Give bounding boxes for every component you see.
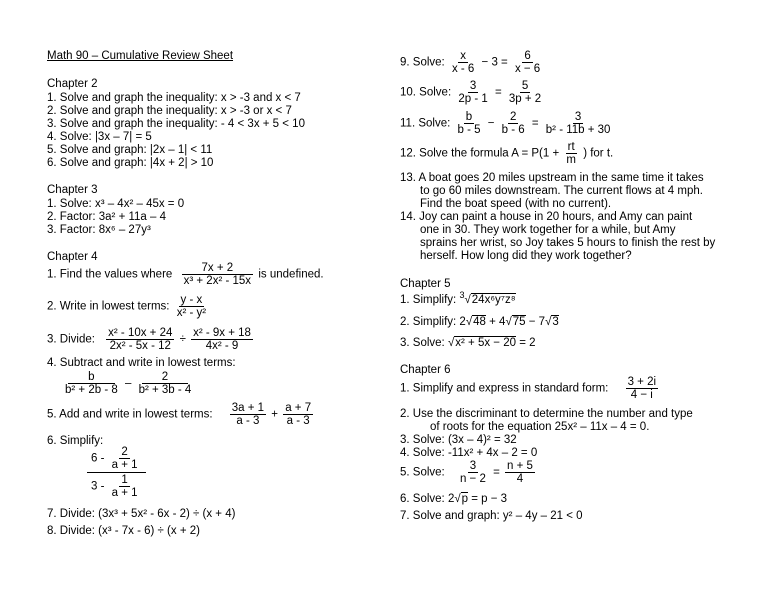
ch6-q7: 7. Solve and graph: y² – 4y – 21 < 0 (400, 510, 583, 522)
ch6-q6-suffix: = p − 3 (471, 493, 508, 505)
ch6-q1-prefix: 1. Simplify and express in standard form: (400, 382, 609, 395)
q9-numerator-2: 6 (524, 50, 531, 62)
ch4-q6-outer-numerator (87, 446, 146, 473)
q12-formula-start: A = P(1 + (511, 147, 560, 160)
ch4-q3-prefix: 3. Divide: (47, 333, 95, 346)
ch4-q6-complex-fraction (85, 446, 148, 499)
ch4-q3-numerator-2: x² - 9x + 18 (193, 327, 251, 339)
q11-fraction-3 (544, 111, 613, 136)
q11-denominator-1: b - 5 (457, 124, 481, 137)
ch4-q6-bottom-fraction (110, 474, 140, 499)
ch4-q2-numerator: y - x (180, 294, 203, 306)
ch4-q2-prefix: 2. Write in lowest terms: (47, 300, 170, 313)
q11-operator-2: = (531, 117, 539, 130)
q10-denominator-2: 3p + 2 (508, 93, 542, 106)
ch4-q8: 8. Divide: (x³ - 7x - 6) ÷ (x + 2) (47, 525, 200, 537)
ch4-q5-fraction-2 (283, 402, 313, 427)
q12-prefix: 12. Solve the formula (400, 147, 509, 160)
ch4-q4-denominator-2: b² + 3b - 4 (138, 384, 192, 397)
ch5-q2-radicand-1: 48 (473, 316, 486, 328)
ch5-q2-middle-1: + 4 (489, 316, 506, 328)
q11-numerator-1: b (465, 111, 473, 123)
ch6-q1 (400, 376, 660, 401)
q11 (400, 111, 614, 136)
chapter-5-heading: Chapter 5 (400, 278, 451, 290)
ch4-q6-top-numerator: 2 (121, 446, 128, 458)
ch2-item-1: 1. Solve and graph the inequality: x > -3 and x < 7 (47, 92, 301, 104)
ch2-item-2: 2. Solve and graph the inequality: x > -3 or x < 7 (47, 105, 292, 117)
ch6-q3: 3. Solve: (3x – 4)² = 32 (400, 434, 517, 446)
ch4-q4-operator: – (124, 377, 132, 390)
ch5-q1-radicand: 24x⁶y⁷z⁸ (471, 294, 516, 306)
chapter-3-heading: Chapter 3 (47, 184, 98, 196)
ch3-item-2: 2. Factor: 3a² + 11a – 4 (47, 211, 167, 223)
q10-numerator-2: 5 (521, 80, 529, 92)
q14-line-3: sprains her wrist, so Joy takes 5 hours to finish the rest by (420, 237, 716, 249)
ch6-q5 (400, 460, 537, 485)
ch6-q5-prefix: 5. Solve: (400, 466, 445, 479)
ch5-q3-prefix: 3. Solve: (400, 337, 445, 349)
ch4-q3-numerator-1: x² - 10x + 24 (108, 327, 173, 339)
ch6-q5-fraction-1 (458, 460, 488, 485)
ch6-q5-denominator-2: 4 (516, 473, 524, 486)
ch6-q1-denominator: 4 − i (630, 389, 653, 402)
ch4-q6-bottom-lead: 3 - (91, 480, 105, 493)
ch6-q5-numerator-2: n + 5 (506, 460, 533, 472)
ch4-q5-denominator-1: a - 3 (236, 415, 260, 428)
ch2-item-6: 6. Solve and graph: |4x + 2| > 10 (47, 157, 214, 169)
ch4-q5-fraction-1 (230, 402, 266, 427)
radical-sign-icon: √ (464, 294, 471, 306)
ch4-q4-fraction-2 (137, 371, 194, 396)
q10-denominator-1: 2p - 1 (458, 93, 488, 106)
ch5-q3-suffix: = 2 (519, 337, 536, 349)
chapter-4-heading: Chapter 4 (47, 251, 98, 263)
q10-numerator-1: 3 (469, 80, 477, 92)
radical-sign-icon: √ (454, 493, 461, 505)
q12-numerator: rt (567, 141, 575, 153)
ch6-q2-line-1: 2. Use the discriminant to determine the number and type (400, 408, 693, 420)
ch4-q3-operator: ÷ (179, 333, 186, 346)
q10-middle: = (494, 86, 502, 99)
ch4-q2-denominator: x² - y² (176, 307, 207, 320)
ch4-q1-denominator: x³ + 2x² - 15x (183, 275, 252, 288)
q9-denominator-2: x − 6 (514, 63, 541, 76)
q10-prefix: 10. Solve: (400, 86, 452, 99)
q14-line-1: 14. Joy can paint a house in 20 hours, and Amy can paint (400, 211, 693, 223)
q9-denominator-1: x - 6 (451, 63, 475, 76)
ch6-q6 (400, 493, 507, 507)
q14-line-4: herself. How long did they work together? (420, 250, 632, 262)
ch6-q1-fraction (626, 376, 658, 401)
ch4-q5 (47, 402, 315, 427)
chapter-6-heading: Chapter 6 (400, 364, 451, 376)
ch4-q3 (47, 327, 255, 352)
ch4-q6-top-denominator: a + 1 (111, 459, 138, 472)
q9-numerator-1: x (460, 50, 467, 62)
q10-fraction-2 (507, 80, 543, 105)
q11-denominator-2: b - 6 (501, 124, 525, 137)
ch3-item-3: 3. Factor: 8x⁶ – 27y³ (47, 224, 151, 236)
ch4-q6-bottom-denominator: a + 1 (111, 487, 138, 500)
ch5-q1-root-index: 3 (459, 290, 465, 301)
ch2-item-4: 4. Solve: |3x – 7| = 5 (47, 131, 152, 143)
ch4-q3-denominator-1: 2x² - 5x - 12 (109, 340, 171, 353)
q12 (400, 141, 613, 166)
q11-fraction-2 (500, 111, 527, 136)
ch4-q6-top-lead: 6 - (91, 452, 105, 465)
ch4-q2 (47, 294, 210, 319)
q11-numerator-2: 2 (509, 111, 517, 123)
ch6-q5-fraction-2 (505, 460, 535, 485)
q13-line-1: 13. A boat goes 20 miles upstream in the same time it takes (400, 172, 704, 184)
ch6-q6-prefix: 6. Solve: 2 (400, 493, 455, 505)
q12-formula-end: ) for t. (583, 147, 614, 160)
ch4-q4-expression (61, 371, 195, 396)
q9-fraction-1 (450, 50, 476, 75)
ch4-q4-prefix: 4. Subtract and write in lowest terms: (47, 357, 236, 369)
ch4-q5-prefix: 5. Add and write in lowest terms: (47, 408, 213, 421)
q11-operator-1: − (487, 117, 495, 130)
ch6-q2-line-2: of roots for the equation 25x² – 11x – 4 = 0. (430, 421, 650, 433)
ch3-item-1: 1. Solve: x³ – 4x² – 45x = 0 (47, 198, 185, 210)
ch4-q5-denominator-2: a - 3 (286, 415, 310, 428)
q9 (400, 50, 544, 75)
radical-sign-icon: √ (465, 316, 473, 328)
q10-fraction-1 (456, 80, 489, 105)
ch4-q6-prefix: 6. Simplify: (47, 435, 104, 447)
q11-denominator-3: b² - 11b + 30 (545, 124, 611, 137)
chapter-2-heading: Chapter 2 (47, 78, 98, 90)
q10 (400, 80, 545, 105)
q9-fraction-2 (513, 50, 542, 75)
radical-sign-icon: √ (545, 316, 552, 328)
ch5-q1-prefix: 1. Simplify: (400, 294, 457, 306)
ch5-q3 (400, 337, 536, 351)
ch2-item-5: 5. Solve and graph: |2x – 1| < 11 (47, 144, 213, 156)
ch6-q4: 4. Solve: -11x² + 4x – 2 = 0 (400, 447, 538, 459)
ch4-q3-fraction-2 (191, 327, 253, 352)
ch5-q2-prefix: 2. Simplify: 2 (400, 316, 466, 328)
q11-fraction-1 (456, 111, 483, 136)
q11-prefix: 11. Solve: (400, 117, 451, 130)
ch4-q3-fraction-1 (106, 327, 174, 352)
q9-middle: − 3 = (481, 56, 508, 69)
ch4-q3-denominator-2: 4x² - 9 (205, 340, 239, 353)
ch5-q3-radicand: x² + 5x − 20 (455, 337, 516, 349)
q13-line-2: to go 60 miles downstream. The current flows at 4 mph. (420, 185, 703, 197)
ch5-q2-middle-2: − 7 (528, 316, 546, 328)
ch6-q6-radicand: p (461, 493, 469, 505)
ch5-q2 (400, 316, 559, 330)
ch4-q6-outer-denominator (87, 473, 146, 499)
ch4-q4-numerator-1: b (68, 371, 114, 384)
radical-sign-icon: √ (505, 316, 512, 328)
ch6-q1-numerator: 3 + 2i (627, 376, 657, 388)
ch4-q6-top-fraction (110, 446, 140, 471)
radical-sign-icon: √ (447, 337, 455, 349)
ch4-q5-operator: + (271, 408, 278, 421)
ch4-q7: 7. Divide: (3x³ + 5x² - 6x - 2) ÷ (x + 4) (47, 508, 236, 520)
ch5-q1 (400, 290, 516, 308)
ch5-q2-radicand-3: 3 (552, 316, 559, 328)
ch4-q4-denominator-1: b² + 2b - 8 (65, 384, 118, 397)
ch4-q1-suffix: is undefined. (258, 268, 324, 281)
ch4-q1-numerator: 7x + 2 (182, 262, 254, 275)
ch4-q5-numerator-1: 3a + 1 (231, 402, 265, 414)
ch5-q2-radicand-2: 75 (512, 316, 526, 328)
ch6-q5-denominator-1: n − 2 (459, 473, 486, 486)
ch4-q1 (47, 262, 324, 287)
ch6-q5-numerator-1: 3 (469, 460, 477, 472)
q12-fraction (564, 141, 578, 166)
ch4-q6-outer-fraction (87, 446, 146, 499)
q12-denominator: m (566, 154, 576, 167)
ch4-q2-fraction (175, 294, 208, 319)
q14-line-2: one in 30. They work together for a while, but Amy (420, 224, 676, 236)
page-title: Math 90 – Cumulative Review Sheet (47, 50, 234, 62)
ch4-q4-fraction-1 (63, 371, 120, 396)
ch4-q6-bottom-numerator: 1 (121, 474, 128, 487)
q13-line-3: Find the boat speed (with no current). (420, 198, 612, 210)
ch4-q5-numerator-2: a + 7 (285, 402, 312, 414)
q9-prefix: 9. Solve: (400, 56, 445, 69)
ch6-q5-middle: = (493, 466, 500, 479)
q11-numerator-3: 3 (574, 111, 582, 123)
ch4-q1-fraction (182, 262, 254, 287)
ch4-q4-numerator-2: 2 (142, 371, 188, 384)
ch4-q1-prefix: 1. Find the values where (47, 268, 173, 281)
ch2-item-3: 3. Solve and graph the inequality: - 4 < 3x + 5 < 10 (47, 118, 305, 130)
